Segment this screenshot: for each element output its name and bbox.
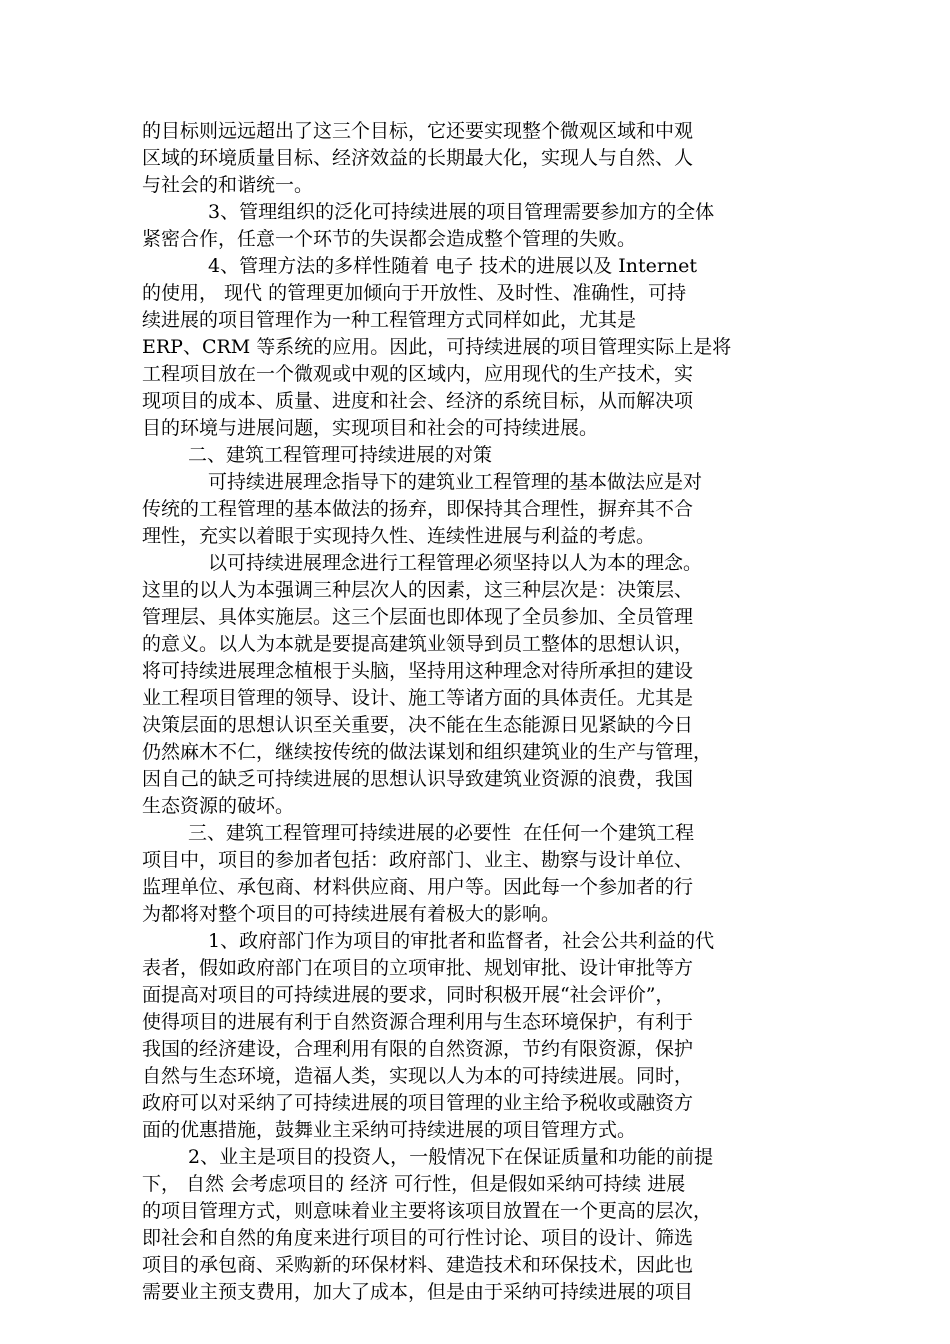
text-line: 监理单位、承包商、材料供应商、用户等。因此每一个参加者的行 [142,876,694,898]
text-line: 自然与生态环境，造福人类，实现以人为本的可持续进展。同时， [142,1065,694,1087]
text-line: 的使用， 现代 的管理更加倾向于开放性、及时性、准确性，可持 [142,282,687,304]
text-line: 4、管理方法的多样性随着 电子 技术的进展以及 Internet [208,255,698,277]
text-line: 将可持续进展理念植根于头脑，坚持用这种理念对待所承担的建设 [142,660,694,682]
text-line: 我国的经济建设，合理利用有限的自然资源，节约有限资源，保护 [142,1038,694,1060]
text-line: 项目的承包商、采购新的环保材料、建造技术和环保技术，因此也 [142,1254,694,1276]
text-line: 与社会的和谐统一。 [142,174,314,196]
text-line: 生态资源的破坏。 [142,795,295,817]
text-line: 使得项目的进展有利于自然资源合理利用与生态环境保护，有利于 [142,1011,694,1033]
text-line: 2、业主是项目的投资人，一般情况下在保证质量和功能的前提 [188,1146,714,1168]
text-line: 目的环境与进展问题，实现项目和社会的可持续进展。 [142,417,599,439]
text-line: 业工程项目管理的领导、设计、施工等诸方面的具体责任。尤其是 [142,687,694,709]
text-line: ERP、CRM 等系统的应用。因此，可持续进展的项目管理实际上是将 [142,336,732,358]
document-page [142,118,804,1306]
text-line: 二、建筑工程管理可持续进展的对策 [188,444,493,466]
text-line: 现项目的成本、质量、进度和社会、经济的系统目标，从而解决项 [142,390,694,412]
text-line: 区域的环境质量目标、经济效益的长期最大化，实现人与自然、人 [142,147,694,169]
text-line: 紧密合作，任意一个环节的失误都会造成整个管理的失败。 [142,228,637,250]
text-line: 表者，假如政府部门在项目的立项审批、规划审批、设计审批等方 [142,957,694,979]
text-line: 需要业主预支费用，加大了成本，但是由于采纳可持续进展的项目 [142,1281,694,1303]
text-line: 以可持续进展理念进行工程管理必须坚持以人为本的理念。 [208,552,703,574]
text-line: 仍然麻木不仁，继续按传统的做法谋划和组织建筑业的生产与管理， [142,741,713,763]
text-line: 可持续进展理念指导下的建筑业工程管理的基本做法应是对 [208,471,703,493]
text-line: 面提高对项目的可持续进展的要求，同时积极开展“社会评价”， [142,984,675,1006]
text-line: 的目标则远远超出了这三个目标，它还要实现整个微观区域和中观 [142,120,694,142]
text-line: 传统的工程管理的基本做法的扬弃，即保持其合理性，摒弃其不合 [142,498,694,520]
text-line: 理性，充实以着眼于实现持久性、连续性进展与利益的考虑。 [142,525,656,547]
text-line: 因自己的缺乏可持续进展的思想认识导致建筑业资源的浪费，我国 [142,768,694,790]
text-line: 三、建筑工程管理可持续进展的必要性 在任何一个建筑工程 [188,822,695,844]
text-line: 政府可以对采纳了可持续进展的项目管理的业主给予税收或融资方 [142,1092,694,1114]
text-line: 下， 自然 会考虑项目的 经济 可行性，但是假如采纳可持续 进展 [142,1173,686,1195]
text-line: 这里的以人为本强调三种层次人的因素，这三种层次是：决策层、 [142,579,694,601]
text-line: 面的优惠措施，鼓舞业主采纳可持续进展的项目管理方式。 [142,1119,637,1141]
text-line: 的项目管理方式，则意味着业主要将该项目放置在一个更高的层次， [142,1200,713,1222]
text-line: 的意义。以人为本就是要提高建筑业领导到员工整体的思想认识， [142,633,694,655]
text-line: 即社会和自然的角度来进行项目的可行性讨论、项目的设计、筛选 [142,1227,694,1249]
text-line: 1、政府部门作为项目的审批者和监督者，社会公共利益的代 [208,930,715,952]
text-line: 3、管理组织的泛化可持续进展的项目管理需要参加方的全体 [208,201,715,223]
text-line: 为都将对整个项目的可持续进展有着极大的影响。 [142,903,561,925]
text-line: 管理层、具体实施层。这三个层面也即体现了全员参加、全员管理 [142,606,694,628]
text-line: 决策层面的思想认识至关重要，决不能在生态能源日见紧缺的今日 [142,714,694,736]
text-line: 续进展的项目管理作为一种工程管理方式同样如此，尤其是 [142,309,637,331]
text-line: 工程项目放在一个微观或中观的区域内，应用现代的生产技术，实 [142,363,694,385]
text-line: 项目中，项目的参加者包括：政府部门、业主、勘察与设计单位、 [142,849,694,871]
